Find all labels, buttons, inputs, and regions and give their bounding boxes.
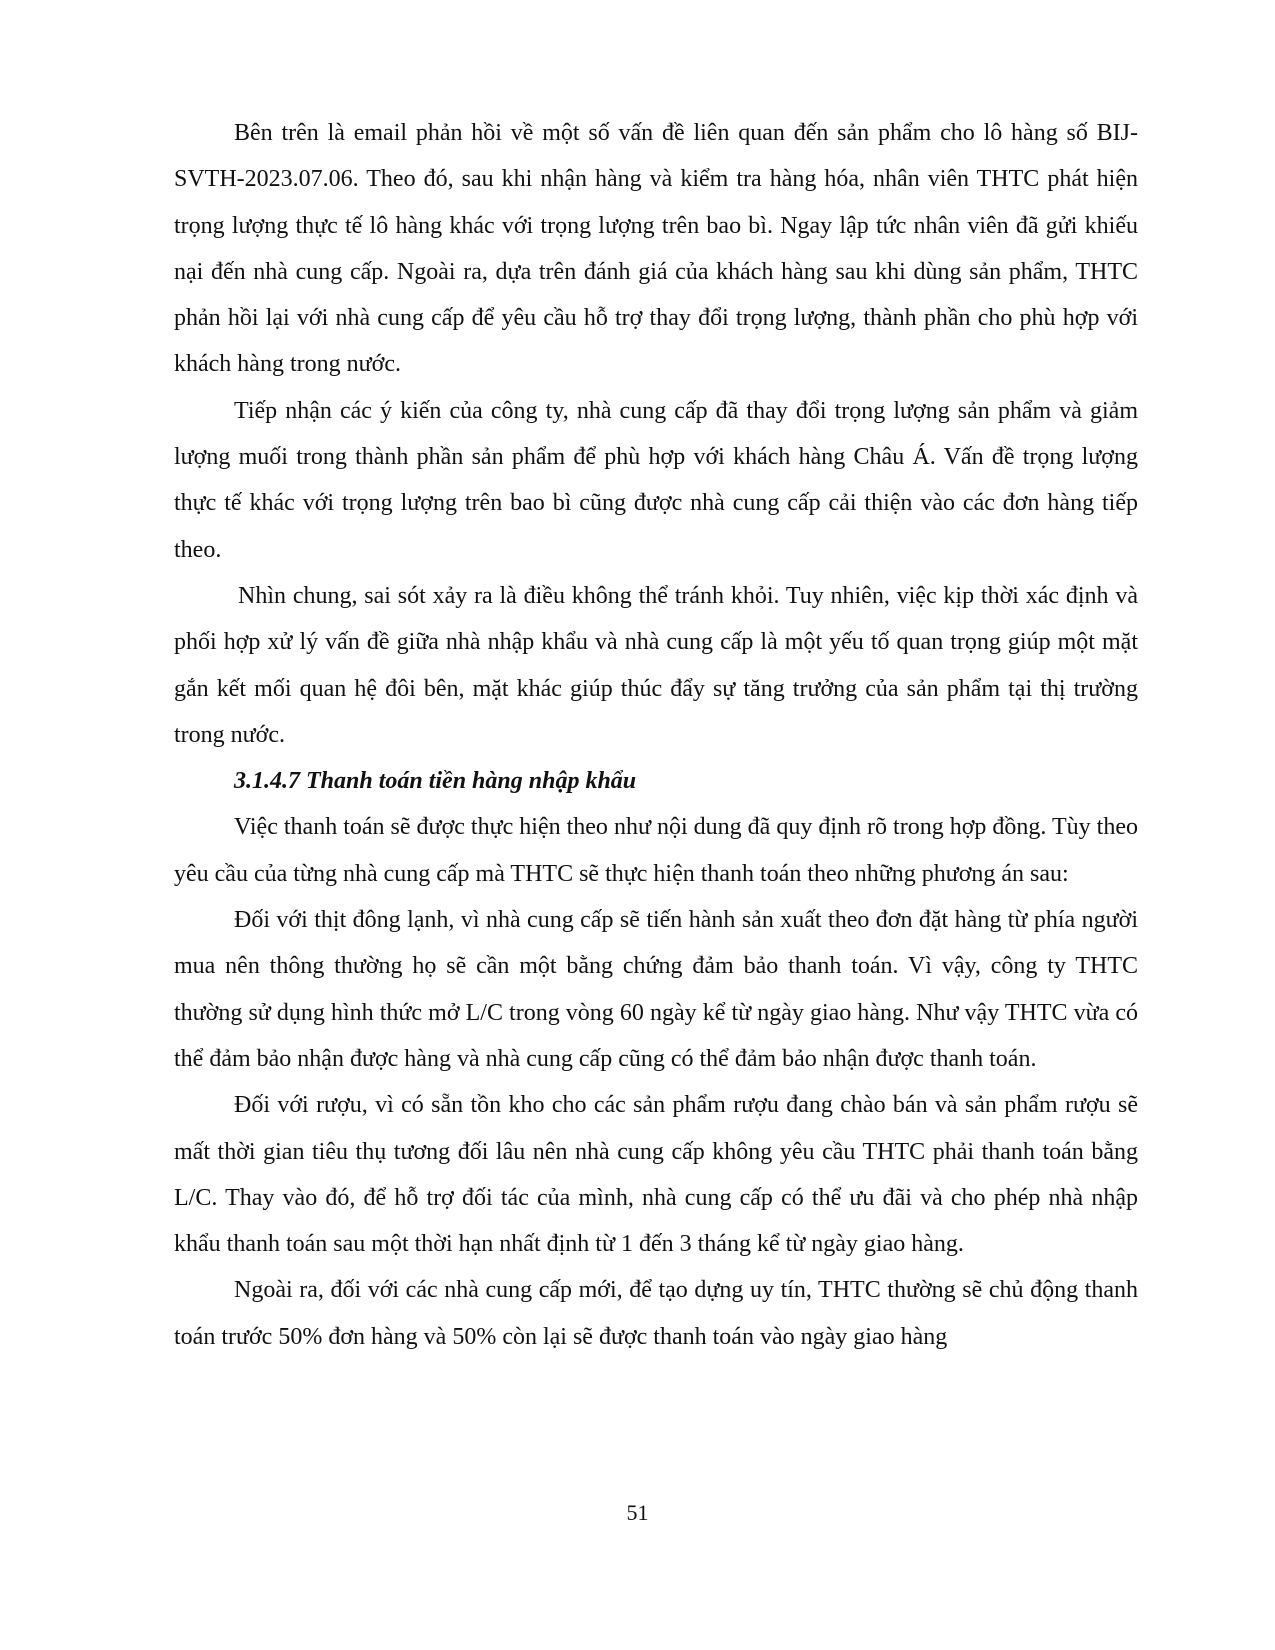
paragraph-overall-assessment: Nhìn chung, sai sót xảy ra là điều không thể tránh khỏi. Tuy nhiên, việc kịp thời xác định và phối hợp xử lý vấn đề giữa nhà nhập khẩu và nhà cung cấp là một yếu tố quan trọng giúp một mặt gắn kết mối quan hệ đôi bên, mặt khác giúp thúc đẩy sự tăng trưởng của sản phẩm tại thị trường trong nước. — [174, 582, 1138, 748]
section-heading: 3.1.4.7 Thanh toán tiền hàng nhập khẩu — [234, 768, 637, 795]
page-number: 51 — [626, 1500, 649, 1525]
paragraph-payment-intro: Việc thanh toán sẽ được thực hiện theo như nội dung đã quy định rõ trong hợp đồng. Tùy theo yêu cầu của từng nhà cung cấp mà THTC sẽ thực hiện thanh toán theo những phương án sau: — [174, 814, 1138, 887]
paragraph-supplier-response: Tiếp nhận các ý kiến của công ty, nhà cung cấp đã thay đổi trọng lượng sản phẩm và giảm lượng muối trong thành phần sản phẩm để phù hợp với khách hàng Châu Á. Vấn đề trọng lượng thực tế khác với trọng lượng trên bao bì cũng được nhà cung cấp cải thiện vào các đơn hàng tiếp theo. — [174, 397, 1138, 563]
paragraph-email-feedback: Bên trên là email phản hồi về một số vấn đề liên quan đến sản phẩm cho lô hàng số BIJ-SVTH-2023.07.06. Theo đó, sau khi nhận hàng và kiểm tra hàng hóa, nhân viên THTC phát hiện trọng lượng thực tế lô hàng khác với trọng lượng trên bao bì. Ngay lập tức nhân viên đã gửi khiếu nại đến nhà cung cấp. Ngoài ra, dựa trên đánh giá của khách hàng sau khi dùng sản phẩm, THTC phản hồi lại với nhà cung cấp để yêu cầu hỗ trợ thay đổi trọng lượng, thành phần cho phù hợp với khách hàng trong nước. — [174, 120, 1138, 378]
paragraph-new-suppliers: Ngoài ra, đối với các nhà cung cấp mới, để tạo dựng uy tín, THTC thường sẽ chủ động thanh toán trước 50% đơn hàng và 50% còn lại sẽ được thanh toán vào ngày giao hàng — [174, 1277, 1138, 1350]
paragraph-wine: Đối với rượu, vì có sẵn tồn kho cho các sản phẩm rượu đang chào bán và sản phẩm rượu sẽ mất thời gian tiêu thụ tương đối lâu nên nhà cung cấp không yêu cầu THTC phải thanh toán bằng L/C. Thay vào đó, để hỗ trợ đối tác của mình, nhà cung cấp có thể ưu đãi và cho phép nhà nhập khẩu thanh toán sau một thời hạn nhất định từ 1 đến 3 tháng kể từ ngày giao hàng. — [174, 1092, 1138, 1258]
document-page — [174, 110, 1138, 1360]
paragraph-frozen-meat: Đối với thịt đông lạnh, vì nhà cung cấp sẽ tiến hành sản xuất theo đơn đặt hàng từ phía người mua nên thông thường họ sẽ cần một bằng chứng đảm bảo thanh toán. Vì vậy, công ty THTC thường sử dụng hình thức mở L/C trong vòng 60 ngày kể từ ngày giao hàng. Như vậy THTC vừa có thể đảm bảo nhận được hàng và nhà cung cấp cũng có thể đảm bảo nhận được thanh toán. — [174, 907, 1138, 1072]
